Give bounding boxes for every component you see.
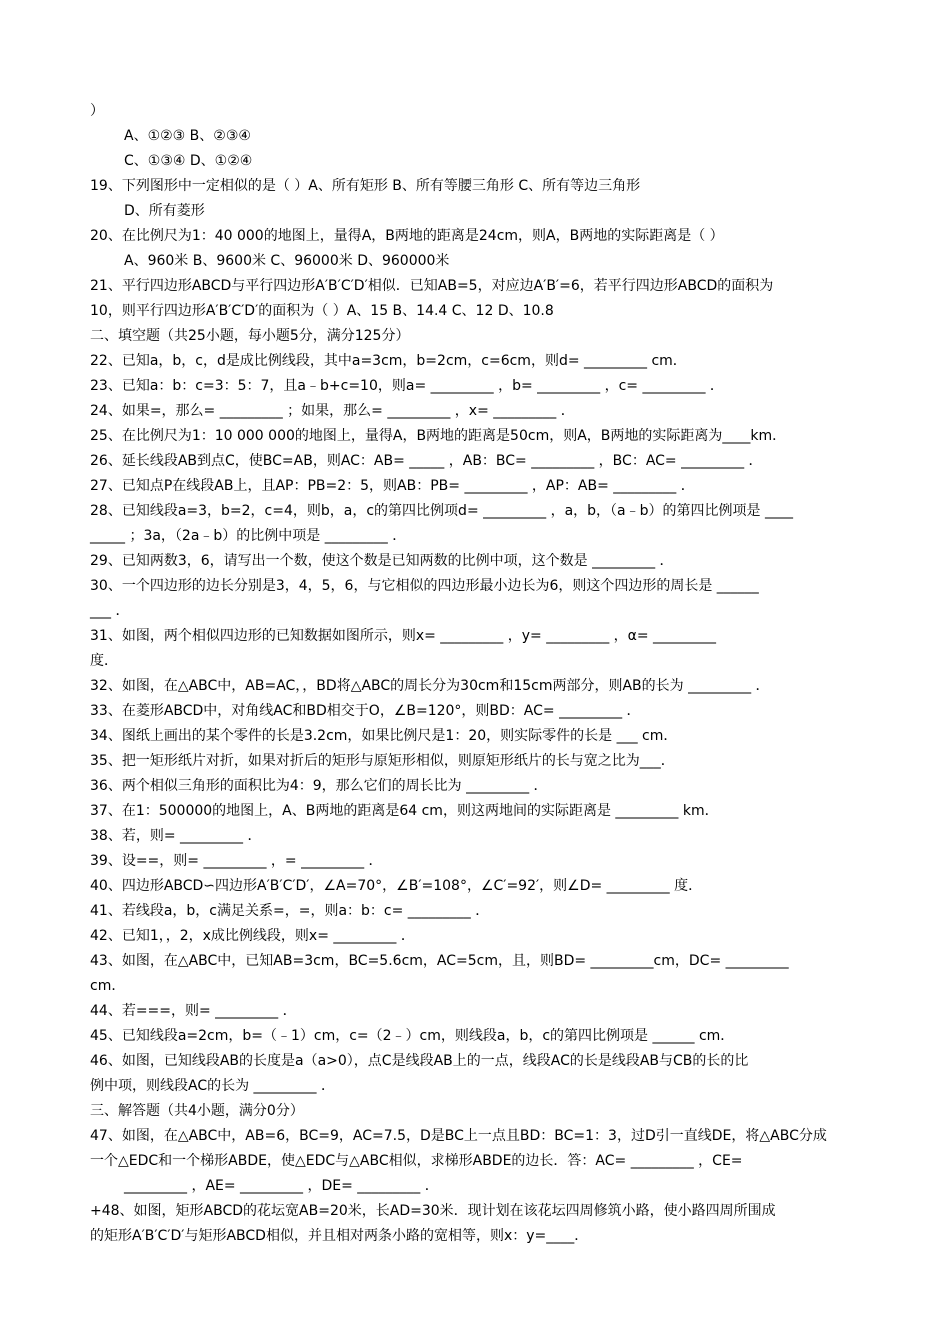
text-line: 39、设==，则= _________ ，= _________ ． xyxy=(90,853,383,869)
text-line: 10，则平行四边形A′B′C′D′的面积为（ ）A、15 B、14.4 C、12 D、10.8 xyxy=(90,303,554,319)
text-line: 27、已知点P在线段AB上，且AP：PB=2：5，则AB：PB= _________ ，AP：AB= _________ ． xyxy=(90,478,695,494)
text-line: A、①②③ B、②③④ xyxy=(124,128,251,144)
text-line: D、所有菱形 xyxy=(124,203,205,219)
text-line: 30、一个四边形的边长分别是3，4，5，6，与它相似的四边形最小边长为6，则这个四边形的周长是 ______ xyxy=(90,578,759,594)
text-line: 47、如图，在△ABC中，AB=6，BC=9，AC=7.5，D是BC上一点且BD：BC=1：3，过D引一直线DE，将△ABC分成 xyxy=(90,1128,827,1144)
text-line: cm． xyxy=(90,978,126,994)
text-line: 23、已知a：b：c=3：5：7，且a﹣b+c=10，则a= _________ ，b= _________ ，c= _________ ． xyxy=(90,378,724,394)
text-line: ___ ． xyxy=(90,603,130,619)
text-line: C、①③④ D、①②④ xyxy=(124,153,253,169)
text-line: 一个△EDC和一个梯形ABDE，使△EDC与△ABC相似，求梯形ABDE的边长．答：AC= _________ ，CE= xyxy=(90,1153,743,1169)
text-line: 20、在比例尺为1：40 000的地图上，量得A，B两地的距离是24cm，则A，B两地的实际距离是（ ） xyxy=(90,228,724,244)
text-line: 例中项，则线段AC的长为 _________ ． xyxy=(90,1078,336,1094)
section-heading: 三、解答题（共4小题，满分0分） xyxy=(90,1103,304,1119)
text-line: 36、两个相似三角形的面积比为4：9，那么它们的周长比为 _________ ． xyxy=(90,778,548,794)
text-line: 40、四边形ABCD∽四边形A′B′C′D′，∠A=70°，∠B′=108°，∠C′=92′，则∠D= _________ 度． xyxy=(90,878,703,894)
text-line: 26、延长线段AB到点C，使BC=AB，则AC：AB= _____ ，AB：BC= _________ ，BC：AC= _________ ． xyxy=(90,453,763,469)
text-line: _________ ，AE= _________ ，DE= _________ ． xyxy=(124,1178,439,1194)
text-line: 19、下列图形中一定相似的是（ ）A、所有矩形 B、所有等腰三角形 C、所有等边三角形 xyxy=(90,178,641,194)
text-line: 34、图纸上画出的某个零件的长是3.2cm，如果比例尺是1：20，则实际零件的长是 ___ cm． xyxy=(90,728,678,744)
text-line: 29、已知两数3，6，请写出一个数，使这个数是已知两数的比例中项，这个数是 _________ ． xyxy=(90,553,674,569)
text-line: 22、已知a，b，c，d是成比例线段，其中a=3cm，b=2cm，c=6cm，则d= _________ cm． xyxy=(90,353,687,369)
text-line: 32、如图，在△ABC中，AB=AC，，BD将△ABC的周长分为30cm和15cm两部分，则AB的长为 _________ ． xyxy=(90,678,770,694)
text-line: 35、把一矩形纸片对折，如果对折后的矩形与原矩形相似，则原矩形纸片的长与宽之比为___． xyxy=(90,753,675,769)
text-line: _____ ；3a，（2a﹣b）的比例中项是 _________ ． xyxy=(90,528,407,544)
text-line: 42、已知1，，2，x成比例线段，则x= _________ ． xyxy=(90,928,415,944)
section-heading: 二、填空题（共25小题，每小题5分，满分125分） xyxy=(90,328,410,344)
text-line: 38、若，则= _________ ． xyxy=(90,828,262,844)
text-line: 28、已知线段a=3，b=2，c=4，则b，a，c的第四比例项d= _________ ，a，b，（a﹣b）的第四比例项是 ____ xyxy=(90,503,793,519)
text-line: 21、平行四边形ABCD与平行四边形A′B′C′D′相似．已知AB=5，对应边A′B′=6，若平行四边形ABCD的面积为 xyxy=(90,278,774,294)
text-line: 25、在比例尺为1：10 000 000的地图上，量得A，B两地的距离是50cm，则A，B两地的实际距离为____km． xyxy=(90,428,787,444)
text-line: 41、若线段a，b，c满足关系=，=，则a：b：c= _________ ． xyxy=(90,903,490,919)
text-line: A、960米 B、9600米 C、96000米 D、960000米 xyxy=(124,253,450,269)
text-line: +48、如图，矩形ABCD的花坛宽AB=20米，长AD=30米．现计划在该花坛四周修筑小路，使小路四周所围成 xyxy=(90,1203,776,1219)
text-line: 的矩形A′B′C′D′与矩形ABCD相似，并且相对两条小路的宽相等，则x：y=____． xyxy=(90,1228,589,1244)
text-line: 33、在菱形ABCD中，对角线AC和BD相交于O，∠B=120°，则BD：AC= _________ ． xyxy=(90,703,641,719)
text-line: 46、如图，已知线段AB的长度是a（a>0），点C是线段AB上的一点，线段AC的长是线段AB与CB的长的比 xyxy=(90,1053,749,1069)
text-line: ） xyxy=(90,103,104,119)
text-line: 度． xyxy=(90,653,118,669)
text-line: 44、若===，则= _________ ． xyxy=(90,1003,297,1019)
text-line: 43、如图，在△ABC中，已知AB=3cm，BC=5.6cm，AC=5cm，且，则BD= _________cm，DC= _________ xyxy=(90,953,789,969)
text-line: 31、如图，两个相似四边形的已知数据如图所示，则x= _________ ，y= _________ ，α= _________ xyxy=(90,628,717,644)
text-line: 24、如果=，那么= _________ ；如果，那么= _________ ，x= _________ ． xyxy=(90,403,575,419)
text-line: 45、已知线段a=2cm，b=（﹣1）cm，c=（2﹣）cm，则线段a，b，c的第四比例项是 ______ cm． xyxy=(90,1028,735,1044)
text-line: 37、在1：500000的地图上，A、B两地的距离是64 cm，则这两地间的实际距离是 _________ km． xyxy=(90,803,719,819)
